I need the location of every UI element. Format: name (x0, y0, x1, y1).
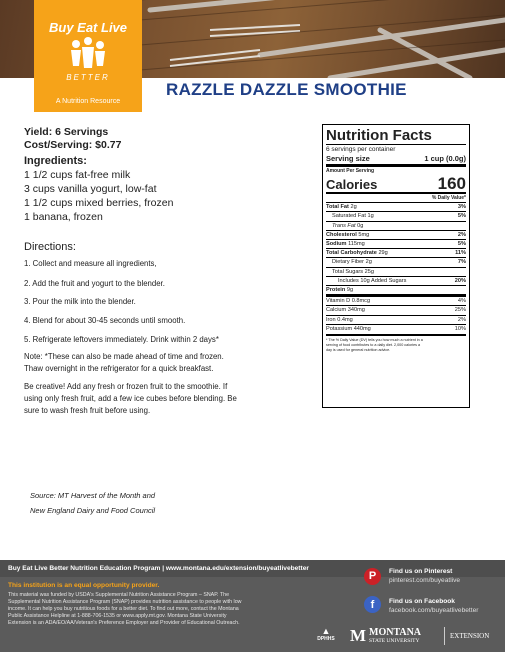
nutrition-facts-panel (322, 124, 470, 408)
montana-wordmark: MONTANA (369, 627, 422, 638)
serving-size-value: 1 cup (0.0g) (424, 154, 466, 163)
ingredient-item: 1 1/2 cups fat-free milk (24, 169, 131, 181)
source-line: Source: MT Harvest of the Month and (30, 491, 156, 500)
pinterest-label: Find us on Pinterest (389, 568, 453, 575)
nutrient-row: Potassium 440mg 10% (326, 325, 466, 332)
nutrient-row: Total Sugars 25g (326, 267, 466, 276)
nutrition-footnote: * The % Daily Value (DV) tells you how much a nutrient in a serving of food contributes to a daily diet. 2,000 calories a day is used for general nutrition advice. (326, 338, 423, 353)
direction-step: 5. Refrigerate leftovers immediately. Drink within 2 days* (24, 335, 219, 344)
logo-tag: BETTER (66, 73, 110, 82)
daily-value-header: % Daily Value* (431, 195, 466, 201)
direction-step: 1. Collect and measure all ingredients, (24, 259, 157, 268)
nutrient-row: Sodium 115mg 5% (326, 241, 466, 248)
family-figures-icon (68, 36, 108, 70)
funding-line: income. It can help you buy nutritious foods for a better diet. To find out more, contact the Montana (8, 606, 239, 612)
program-logo (34, 0, 142, 112)
funding-line: This material was funded by USDA's Supplemental Nutrition Assistance Program – SNAP. The (8, 592, 230, 598)
nutrient-row: Cholesterol 5mg 2% (326, 231, 466, 238)
funding-line: Supplemental Nutrition Assistance Program (SNAP) provides nutrition assistance to people with low (8, 599, 242, 605)
nutrient-row: Calcium 340mg 25% (326, 307, 466, 314)
nutrition-title: Nutrition Facts (326, 127, 432, 144)
nutrient-row: Dietary Fiber 2g 7% (326, 257, 466, 266)
amount-per-serving: Amount Per Serving (326, 168, 375, 174)
nutrient-row: Includes 10g Added Sugars 20% (326, 276, 466, 285)
facebook-label: Find us on Facebook (389, 598, 455, 605)
ingredient-item: 1 1/2 cups mixed berries, frozen (24, 197, 174, 209)
nutrient-row: Trans Fat 0g (326, 221, 466, 230)
serving-size-label: Serving size (326, 154, 370, 163)
cost-per-serving: Cost/Serving: $0.77 (24, 139, 122, 151)
nutrient-row: Iron 0.4mg 2% (326, 316, 466, 323)
recipe-title: RAZZLE DAZZLE SMOOTHIE (166, 80, 407, 99)
ingredient-item: 1 banana, frozen (24, 211, 103, 223)
ingredients-heading: Ingredients: (24, 155, 87, 167)
logo-subtitle: A Nutrition Resource (55, 98, 121, 105)
ingredient-item: 3 cups vanilla yogurt, low-fat (24, 183, 157, 195)
creative-line: using only fresh fruit, add a few ice cubes before blending. Be (24, 394, 237, 403)
nutrient-row: Protein 9g (326, 285, 466, 294)
dphhs-logo: ▲ DPHHS (317, 626, 335, 642)
direction-step: 3. Pour the milk into the blender. (24, 297, 136, 306)
facebook-link[interactable]: facebook.com/buyeatlivebetter (389, 607, 479, 614)
note-line: Thaw overnight in the refrigerator for a quick breakfast. (24, 364, 214, 373)
msu-wordmark: STATE UNIVERSITY (369, 638, 420, 644)
nutrient-row: Saturated Fat 1g 5% (326, 211, 466, 220)
logo-brand: Buy Eat Live (48, 20, 128, 35)
extension-wordmark: EXTENSION (450, 632, 490, 640)
msu-m-logo: M (350, 626, 367, 645)
footer (0, 560, 505, 652)
source-line: New England Dairy and Food Council (30, 506, 156, 515)
note-line: Note: *These can also be made ahead of time and frozen. (24, 352, 224, 361)
servings-per-container: 6 servings per container (326, 146, 396, 153)
direction-step: 2. Add the fruit and yogurt to the blender. (24, 279, 165, 288)
nutrient-row: Vitamin D 0.8mcg 4% (326, 294, 466, 305)
logo-divider (444, 627, 445, 645)
funding-line: Public Assistance Helpline at 1-888-706-1535 or www.apply.mt.gov. Montana State University (8, 613, 227, 619)
creative-line: Be creative! Add any fresh or frozen fruit to the smoothie. If (24, 382, 228, 391)
calories-value: 160 (437, 174, 466, 193)
direction-step: 4. Blend for about 30-45 seconds until smooth. (24, 316, 186, 325)
program-line: Buy Eat Live Better Nutrition Education Program | www.montana.edu/extension/buyeatlivebetter (8, 565, 309, 572)
calories-label: Calories (326, 177, 378, 192)
directions-heading: Directions: (24, 241, 76, 253)
pinterest-icon[interactable]: P (364, 568, 381, 585)
creative-line: sure to wash fresh fruit before using. (24, 406, 151, 415)
nutrient-row: Total Carbohydrate 29g 11% (326, 250, 466, 257)
funding-line: Extension is an ADA/EO/AA/Veteran's Preference Employer and Provider of Educational Outreach. (8, 620, 240, 626)
nutrient-row: Total Fat 2g 3% (326, 204, 466, 211)
yield: Yield: 6 Servings (24, 126, 109, 138)
pinterest-link[interactable]: pinterest.com/buyeatlive (389, 577, 461, 584)
equal-opportunity: This institution is an equal opportunity provider. (8, 582, 160, 589)
facebook-icon[interactable]: f (364, 596, 381, 613)
